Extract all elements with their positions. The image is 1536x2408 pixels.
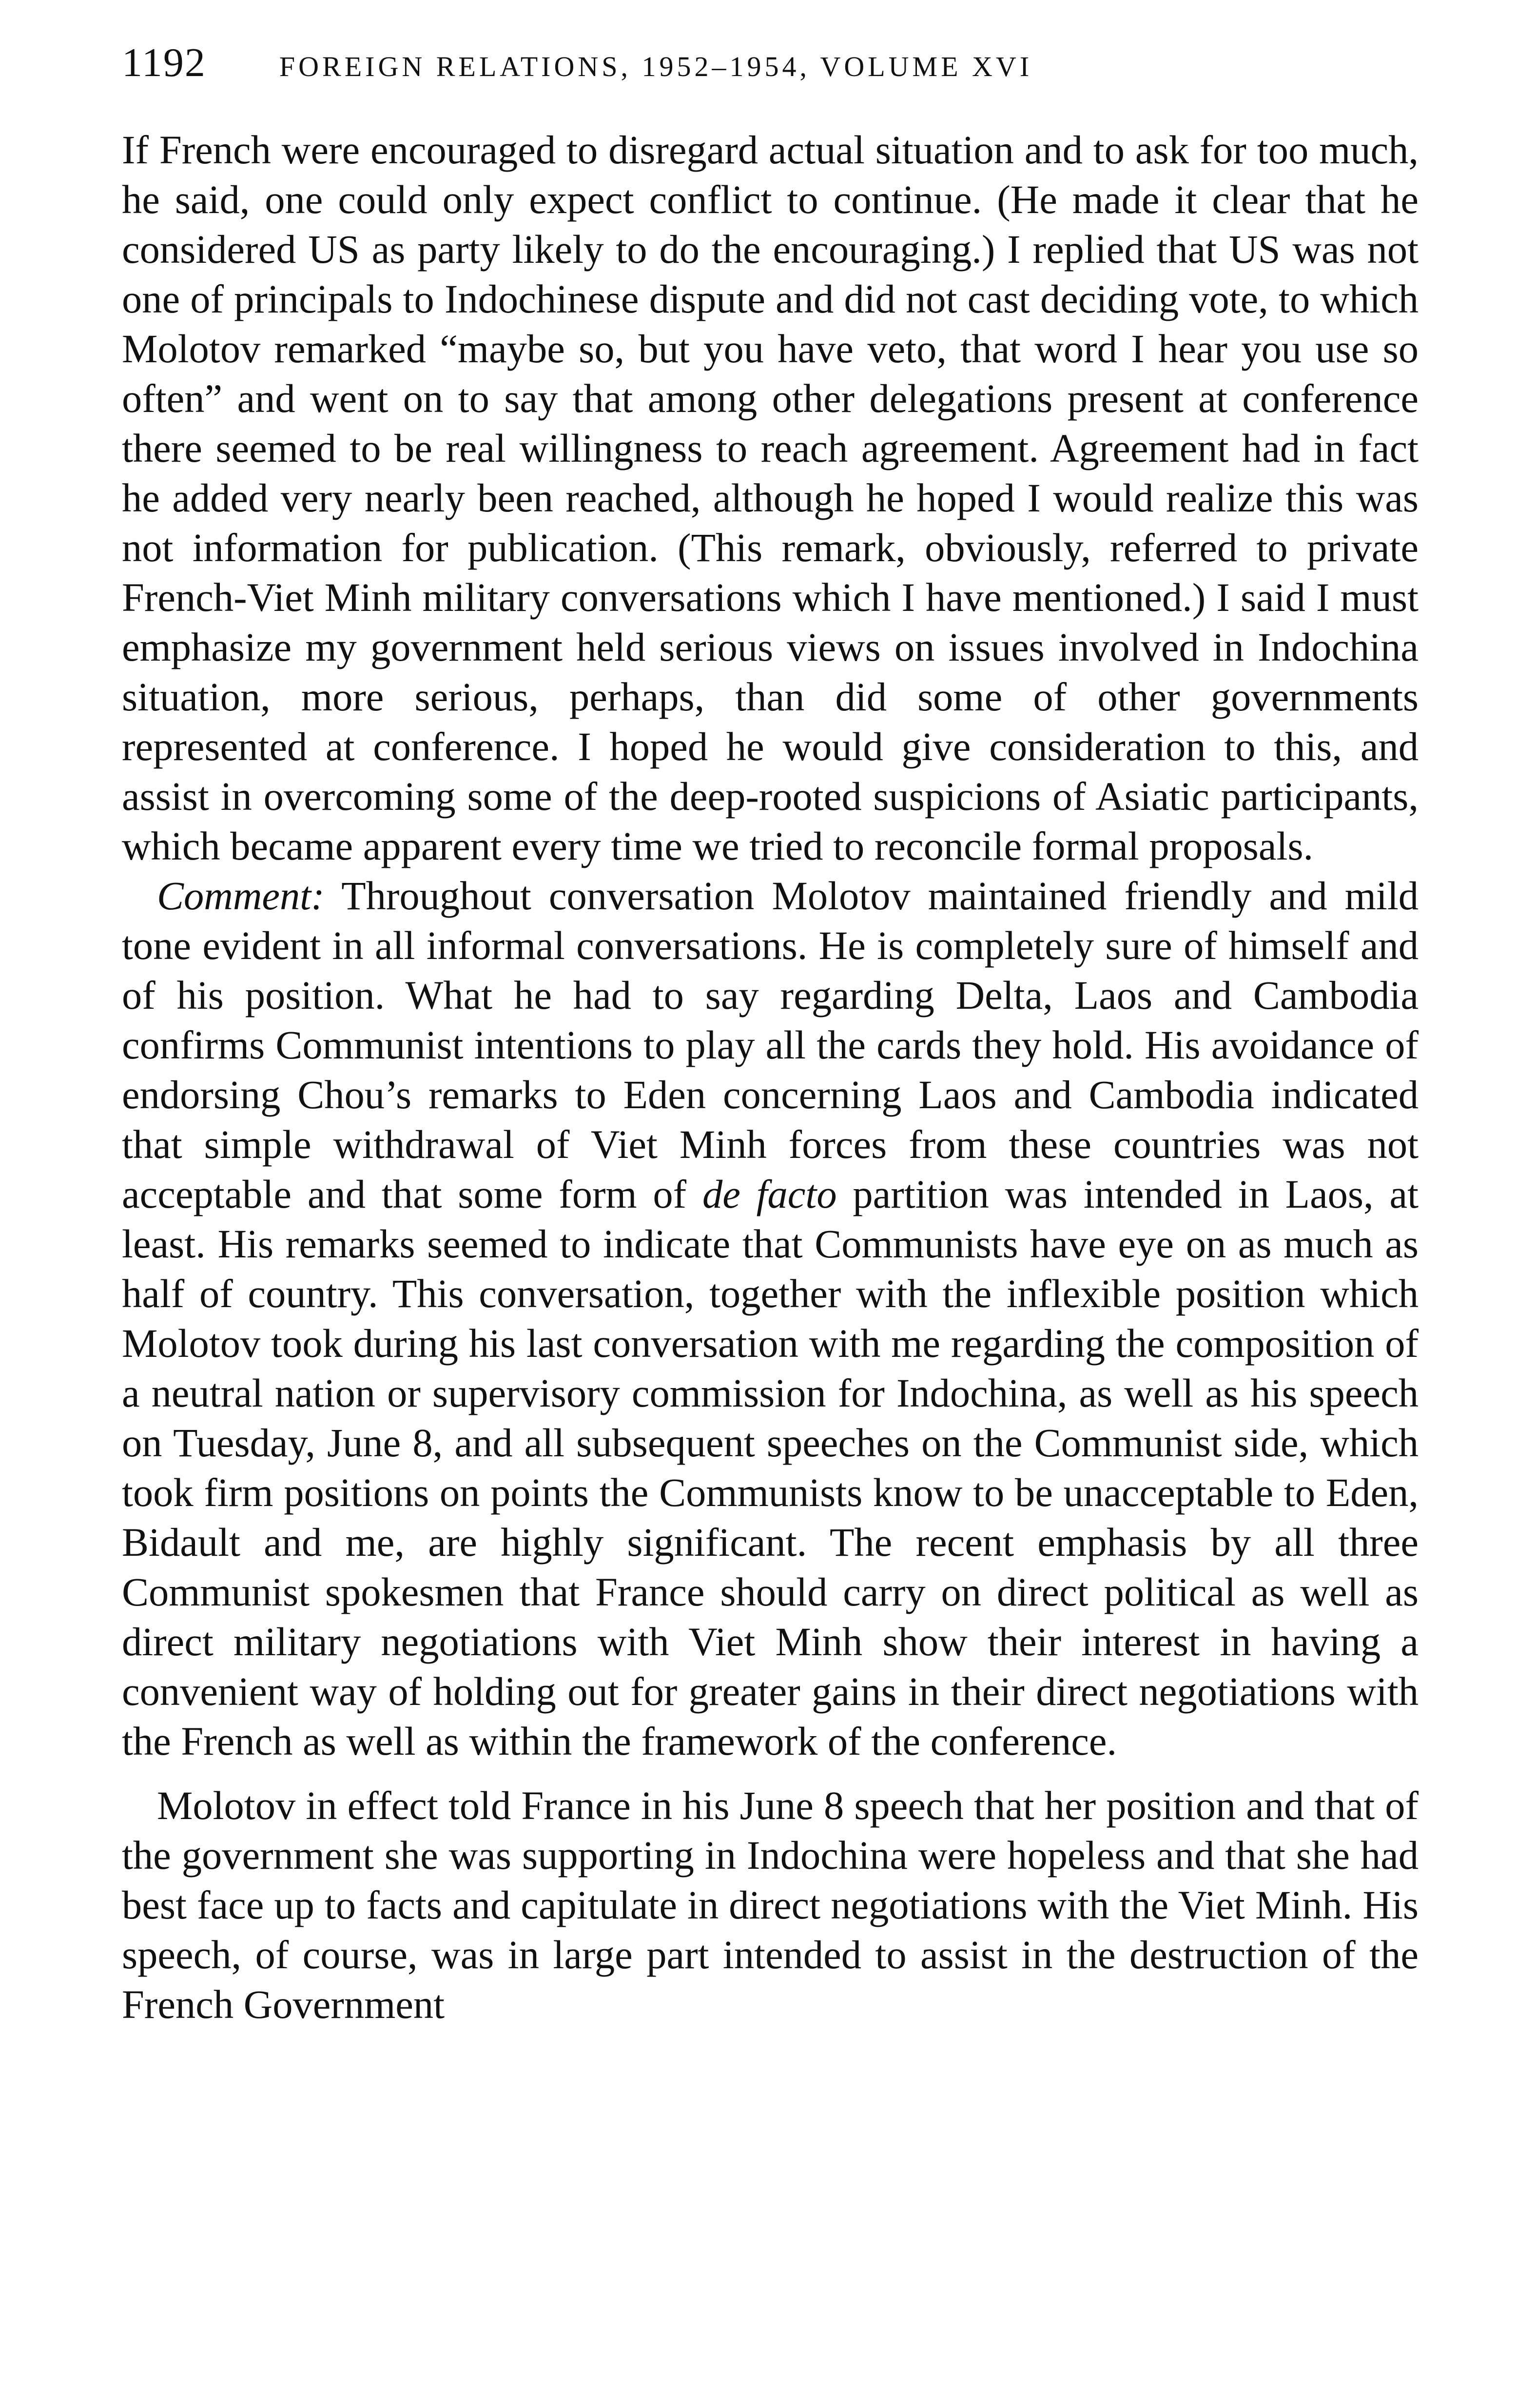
body-text [122,125,1419,2029]
comment-text-part-1: Throughout conversation Molotov maintained friendly and mild tone evident in all informal conversations. He is completely sure of himself and of his position. What he had to say regarding Delta, Laos and Cambodia confirms Communist intentions to play all the cards they hold. His avoidance of endorsing Chou’s remarks to Eden concerning Laos and Cambodia indicated that simple withdrawal of Viet Minh forces from these countries was not acceptable and that some form of [122,873,1419,1216]
running-title: FOREIGN RELATIONS, 1952–1954, VOLUME XVI [279,51,1033,82]
comment-text-part-2: partition was intended in Laos, at least. His remarks seemed to indicate that Communists have eye on as much as half of country. This conversation, together with the inflexible position which Molotov took during his last conversation with me regarding the composition of a neutral nation or supervisory commission for Indochina, as well as his speech on Tuesday, June 8, and all subsequent speeches on the Communist side, which took firm positions on points the Communists know to be unacceptable to Eden, Bidault and me, are highly significant. The recent emphasis by all three Communist spokesmen that France should carry on direct political as well as direct military negotiations with Viet Minh show their interest in having a convenient way of holding out for greater gains in their direct negotiations with the French as well as within the framework of the conference. [122,1172,1419,1763]
document-page [122,39,1419,2029]
running-header [122,39,1419,107]
paragraph-1: If French were encouraged to disregard actual situation and to ask for too much, he said, one could only expect conflict to continue. (He made it clear that he considered US as party likely to do the encouraging.) I replied that US was not one of principals to Indochinese dispute and did not cast deciding vote, to which Molotov remarked “maybe so, but you have veto, that word I hear you use so often” and went on to say that among other delegations present at conference there seemed to be real willingness to reach agreement. Agreement had in fact he added very nearly been reached, although he hoped I would realize this was not information for publication. (This remark, obviously, referred to private French-Viet Minh military conversations which I have mentioned.) I said I must emphasize my government held serious views on issues involved in Indochina situation, more serious, perhaps, than did some of other governments represented at conference. I hoped he would give consideration to this, and assist in overcoming some of the deep-rooted suspicions of Asiatic participants, which became apparent every time we tried to reconcile formal proposals. [122,127,1419,868]
paragraph-comment [122,871,1419,1766]
paragraph-3: Molotov in effect told France in his June 8 speech that her position and that of the government she was supporting in Indochina were hopeless and that she had best face up to facts and capitulate in direct negotiations with the Viet Minh. His speech, of course, was in large part intended to assist in the destruction of the French Government [122,1783,1419,2027]
comment-italic-phrase: de facto [702,1172,837,1216]
page-number: 1192 [122,40,206,85]
comment-label: Comment: [157,873,325,918]
